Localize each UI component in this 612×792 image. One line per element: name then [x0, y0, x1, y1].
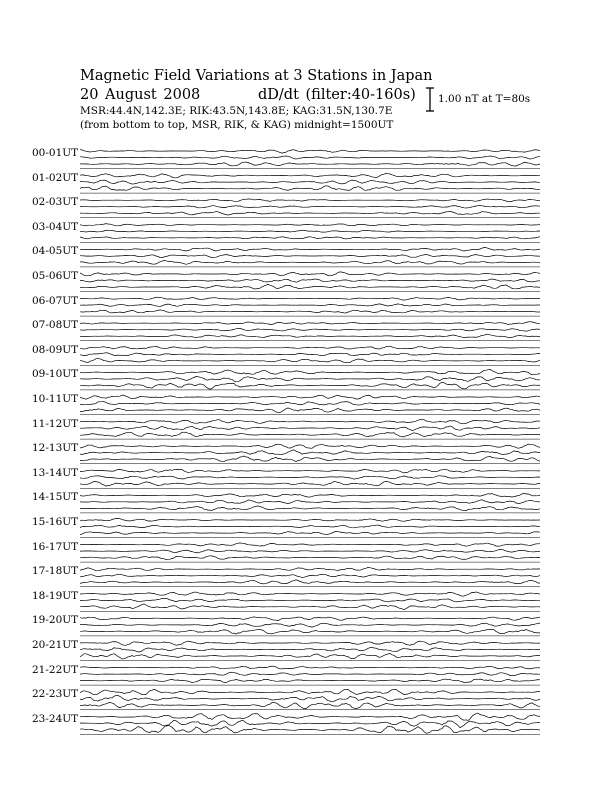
hour-label: 05-06UT: [32, 270, 79, 282]
scale-label: 1.00 nT at T=80s: [438, 93, 531, 105]
hour-label: 08-09UT: [32, 343, 79, 356]
trace-rik: [80, 476, 540, 479]
hour-label: 15-16UT: [32, 516, 79, 528]
hour-label: 02-03UT: [32, 196, 79, 209]
trace-rik: [80, 426, 540, 431]
trace-msr: [80, 186, 540, 191]
trace-kag: [80, 543, 540, 546]
trace-rik: [80, 500, 540, 504]
trace-msr: [80, 604, 540, 610]
trace-rik: [80, 574, 540, 577]
hour-label: 23-24UT: [32, 712, 79, 725]
trace-kag: [80, 248, 540, 252]
hour-label: 03-04UT: [32, 220, 79, 233]
trace-msr: [80, 162, 540, 166]
trace-rik: [80, 353, 540, 356]
trace-kag: [80, 519, 540, 522]
trace-msr: [80, 383, 540, 390]
order-note-text: (from bottom to top, MSR, RIK, & KAG): [80, 119, 291, 131]
stations-label: MSR:44.4N,142.3E; RIK:43.5N,143.8E; KAG:31.5N,130.7E: [80, 105, 393, 117]
trace-msr: [80, 679, 540, 683]
trace-rik: [80, 230, 540, 232]
trace-msr: [80, 531, 540, 534]
trace-msr: [80, 654, 540, 660]
hour-label: 12-13UT: [32, 442, 79, 455]
trace-rik: [80, 549, 540, 553]
hour-label: 00-01UT: [32, 147, 79, 159]
hour-label: 07-08UT: [32, 319, 79, 332]
trace-kag: [80, 444, 540, 448]
trace-msr: [80, 456, 540, 462]
trace-kag: [80, 666, 540, 669]
trace-rik: [80, 696, 540, 702]
trace-msr: [80, 260, 540, 264]
midnight-label: midnight=1500UT: [294, 119, 394, 131]
trace-rik: [80, 329, 540, 332]
hour-label: 13-14UT: [32, 466, 79, 479]
trace-kag: [80, 617, 540, 621]
trace-msr: [80, 580, 540, 584]
trace-msr: [80, 702, 540, 708]
hour-label: 09-10UT: [32, 368, 79, 381]
trace-rik: [80, 255, 540, 258]
trace-rik: [80, 647, 540, 652]
trace-kag: [80, 272, 540, 276]
hour-label: 16-17UT: [32, 540, 79, 553]
trace-rik: [80, 304, 540, 307]
trace-rik: [80, 377, 540, 382]
trace-msr: [80, 211, 540, 215]
trace-msr: [80, 432, 540, 437]
trace-kag: [80, 493, 540, 497]
hour-label: 22-23UT: [32, 688, 79, 701]
trace-msr: [80, 334, 540, 337]
trace-kag: [80, 567, 540, 570]
trace-kag: [80, 173, 540, 178]
chart-title: Magnetic Field Variations at 3 Stations in Japan: [80, 68, 433, 84]
trace-rik: [80, 402, 540, 405]
trace-msr: [80, 725, 540, 733]
hour-label: 14-15UT: [32, 491, 79, 504]
trace-kag: [80, 322, 540, 325]
hour-label: 18-19UT: [32, 589, 79, 602]
trace-msr: [80, 310, 540, 313]
trace-kag: [80, 297, 540, 300]
component-label: dD/dt (filter:40-160s): [258, 87, 416, 103]
trace-msr: [80, 408, 540, 413]
trace-rik: [80, 720, 540, 727]
hour-label: 21-22UT: [32, 663, 79, 676]
trace-rik: [80, 279, 540, 282]
trace-kag: [80, 346, 540, 349]
trace-kag: [80, 369, 540, 374]
trace-rik: [80, 450, 540, 455]
trace-kag: [80, 224, 540, 226]
hour-label: 10-11UT: [32, 393, 79, 405]
trace-rik: [80, 623, 540, 627]
trace-rik: [80, 156, 540, 159]
trace-kag: [80, 713, 540, 720]
trace-kag: [80, 592, 540, 596]
hour-label: 11-12UT: [32, 417, 79, 430]
hour-label: 04-05UT: [32, 245, 79, 258]
hour-label: 06-07UT: [32, 294, 79, 307]
trace-rik: [80, 672, 540, 675]
trace-kag: [80, 469, 540, 473]
trace-rik: [80, 206, 540, 208]
hour-label: 20-21UT: [32, 639, 79, 651]
trace-rik: [80, 598, 540, 602]
hour-label: 01-02UT: [32, 171, 79, 184]
trace-msr: [80, 237, 540, 239]
trace-kag: [80, 689, 540, 694]
trace-kag: [80, 150, 540, 153]
trace-kag: [80, 419, 540, 423]
trace-rik: [80, 525, 540, 528]
trace-kag: [80, 199, 540, 202]
hour-label: 19-20UT: [32, 614, 79, 627]
date-label: 20 August 2008: [80, 87, 201, 103]
trace-msr: [80, 629, 540, 634]
trace-kag: [80, 641, 540, 645]
trace-msr: [80, 284, 540, 289]
trace-msr: [80, 506, 540, 511]
trace-msr: [80, 359, 540, 363]
trace-kag: [80, 395, 540, 399]
trace-msr: [80, 556, 540, 560]
hour-label: 17-18UT: [32, 565, 79, 578]
trace-rik: [80, 180, 540, 184]
trace-msr: [80, 481, 540, 486]
